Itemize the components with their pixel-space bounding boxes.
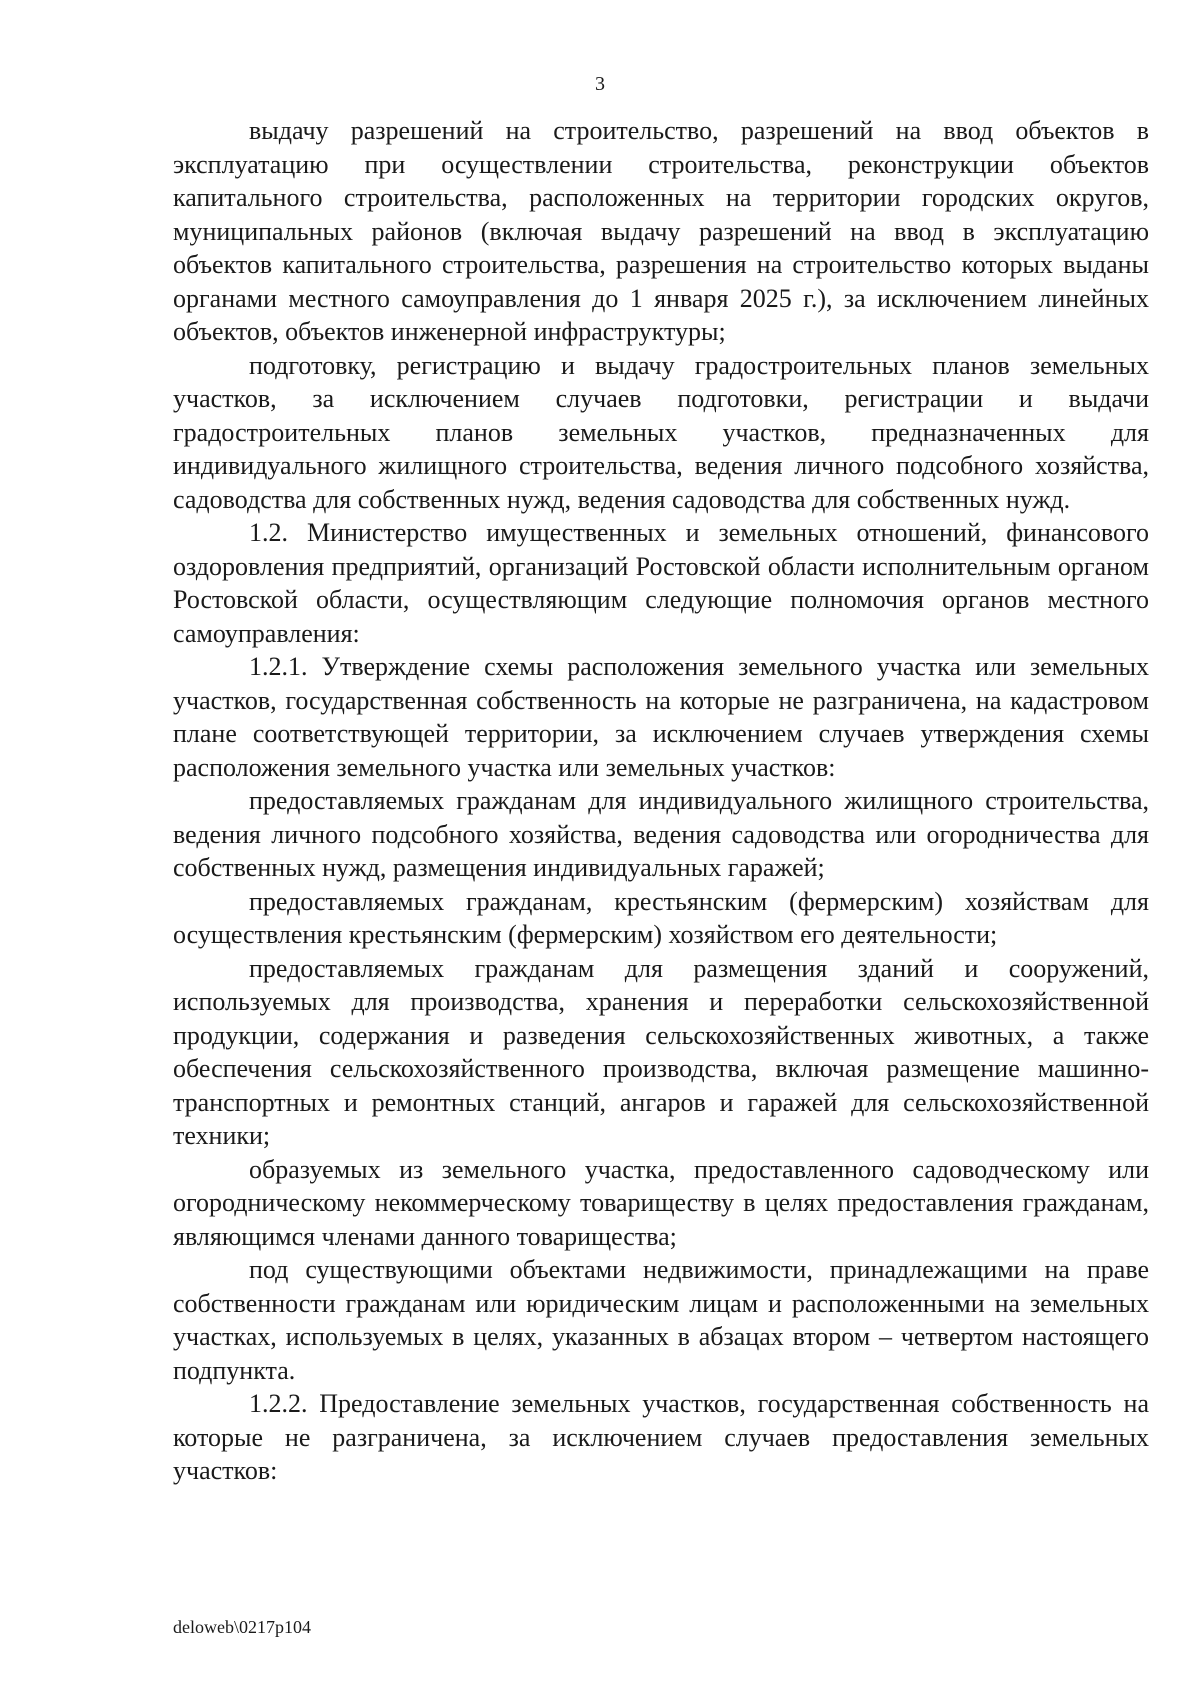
paragraph: выдачу разрешений на строительство, разрешений на ввод объектов в эксплуатацию при осуществлении строительства, реконструкции объектов капитального строительства, расположенных на территории городских округов, муниципальных районов (включая выдачу разрешений на ввод в эксплуатацию объектов капитального строительства, разрешения на строительство которых выданы органами местного самоуправления до 1 января 2025 г.), за исключением линейных объектов, объектов инженерной инфраструктуры; [173,116,1149,346]
paragraph: предоставляемых гражданам, крестьянским (фермерским) хозяйствам для осуществления крестьянским (фермерским) хозяйством его деятельности; [173,886,1149,949]
paragraph: под существующими объектами недвижимости, принадлежащими на праве собственности гражданам или юридическим лицам и расположенными на земельных участках, используемых в целях, указанных в абзацах втором – четвертом настоящего подпункта. [173,1255,1149,1385]
paragraph: подготовку, регистрацию и выдачу градостроительных планов земельных участков, за исключением случаев подготовки, регистрации и выдачи градостроительных планов земельных участков, предназначенных для индивидуального жилищного строительства, ведения личного подсобного хозяйства, садоводства для собственных нужд, ведения садоводства для собственных нужд. [173,350,1149,514]
document-body [173,114,1149,1488]
paragraph: предоставляемых гражданам для индивидуального жилищного строительства, ведения личного подсобного хозяйства, ведения садоводства или огородничества для собственных нужд, размещения индивидуальных гаражей; [173,786,1149,882]
paragraph: 1.2.2. Предоставление земельных участков, государственная собственность на которые не разграничена, за исключением случаев предоставления земельных участков: [173,1389,1149,1485]
paragraph: 1.2.1. Утверждение схемы расположения земельного участка или земельных участков, государственная собственность на которые не разграничена, на кадастровом плане соответствующей территории, за исключением случаев утверждения схемы расположения земельного участка или земельных участков: [173,652,1149,782]
page-number: 3 [595,73,605,95]
document-footer-code: deloweb\0217p104 [173,1617,311,1637]
paragraph: образуемых из земельного участка, предоставленного садоводческому или огородническому некоммерческому товариществу в целях предоставления гражданам, являющимся членами данного товарищества; [173,1154,1149,1251]
paragraph: 1.2. Министерство имущественных и земельных отношений, финансового оздоровления предприятий, организаций Ростовской области исполнительным органом Ростовской области, осуществляющим следующие полномочия органов местного самоуправления: [173,518,1149,648]
paragraph: предоставляемых гражданам для размещения зданий и сооружений, используемых для производства, хранения и переработки сельскохозяйственной продукции, содержания и разведения сельскохозяйственных животных, а также обеспечения сельскохозяйственного производства, включая размещение машинно-транспортных и ремонтных станций, ангаров и гаражей для сельскохозяйственной техники; [173,953,1149,1150]
